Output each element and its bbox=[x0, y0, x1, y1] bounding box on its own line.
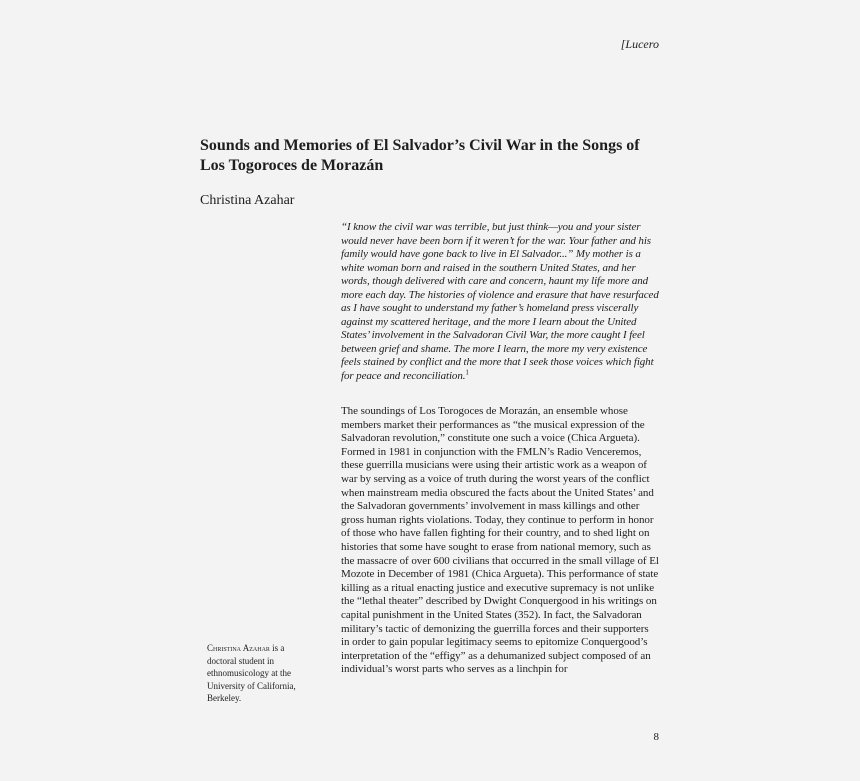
epigraph bbox=[341, 221, 659, 383]
body-paragraph: The soundings of Los Torogoces de Morazán, an ensemble whose members market their performances as “the musical expression of the Salvadoran revolution,” constitute one such a voice (Chica Argueta). Formed in 1981 in conjunction with the FMLN’s Radio Venceremos, these guerrilla musicians were using their artistic work as a weapon of war by serving as a voice of truth during the worst years of the conflict when mainstream media obscured the facts about the United States’ and the Salvadoran governments’ involvement in mass killings and other gross human rights violations. Today, they continue to perform in honor of those who have fallen fighting for their country, and to shed light on histories that some have sought to erase from national memory, such as the massacre of over 600 civilians that occurred in the small village of El Mozote in December of 1981 (Chica Argueta). This performance of state killing as a ritual enacting justice and executive supremacy is not unlike the “lethal theater” described by Dwight Conquergood in his writings on capital punishment in the United States (352). In fact, the Salvadoran military’s tactic of demonizing the guerrilla forces and their supporters in order to gain popular legitimacy seems to epitomize Conquergood’s interpretation of the “effigy” as a dehumanized subject composed of an individual’s worst parts who serves as a linchpin for bbox=[341, 405, 659, 676]
running-head: [Lucero bbox=[620, 37, 659, 51]
article-title: Sounds and Memories of El Salvador’s Civil War in the Songs of Los Togoroces de Morazán bbox=[200, 137, 640, 174]
page-number: 8 bbox=[653, 731, 659, 743]
footnote-marker[interactable]: 1 bbox=[465, 367, 469, 376]
author-note bbox=[207, 642, 312, 705]
author-name: Christina Azahar bbox=[200, 193, 295, 208]
author-note-text: is a doctoral student in ethnomusicology at the University of California, Berkeley. bbox=[207, 643, 296, 704]
epigraph-text: “I know the civil war was terrible, but just think—you and your sister would never have been born if it weren’t for the war. Your father and his family would have gone back to live in El Salvador...” My mother is a white woman born and raised in the southern United States, and her words, though delivered with care and concern, haunt my life more and more each day. The histories of violence and erasure that have resurfaced as I have sought to understand my father’s homeland press viscerally against my scattered heritage, and the more I learn about the United States’ involvement in the Salvadoran Civil War, the more caught I feel between grief and shame. The more I learn, the more my very existence feels stained by conflict and the more that I seek those voices which fight for peace and reconciliation. bbox=[341, 221, 659, 382]
author-note-name: Christina Azahar bbox=[207, 643, 270, 653]
